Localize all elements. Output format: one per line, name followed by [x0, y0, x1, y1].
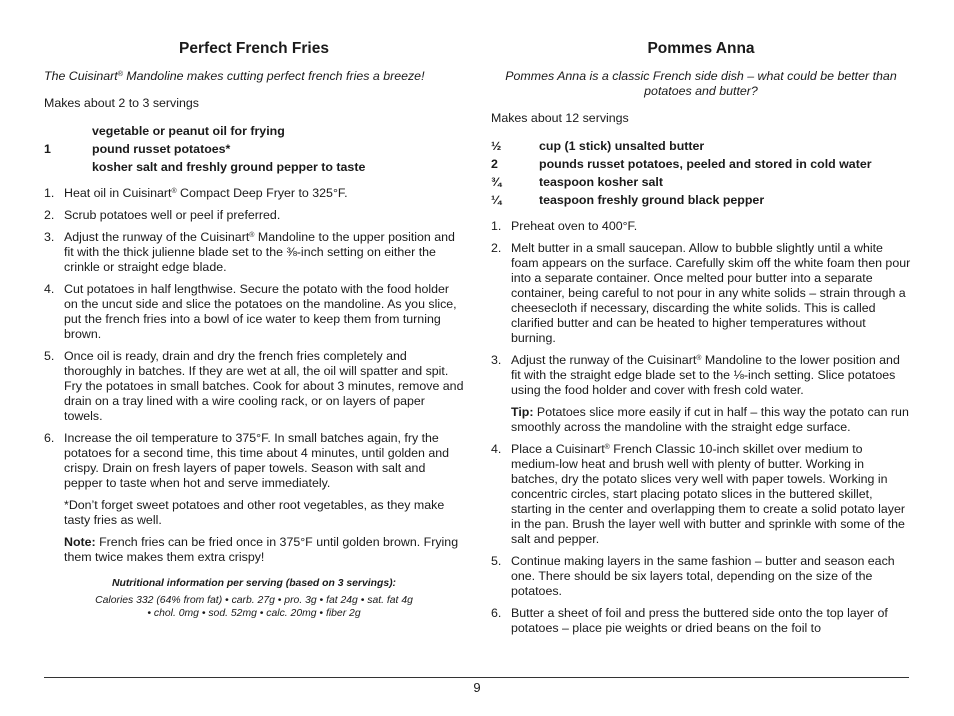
step-list — [491, 219, 911, 398]
ingredient-item: teaspoon kosher salt — [539, 175, 663, 189]
step: 2. Melt butter in a small saucepan. Allow to bubble slightly until a white foam appears on the surface. Carefully skim off the white foam then pour into a separate container. Once melted pour butter into a separate container, being careful to not pour in any white solids – strain through a cheesecloth if necessary, discarding the white solids. This is called clarified butter and can be heated to higher temperatures without burning. — [491, 241, 911, 345]
recipe-title: Perfect French Fries — [179, 40, 329, 57]
ingredient-qty — [44, 160, 92, 178]
ingredient-item: vegetable or peanut oil for frying — [92, 124, 285, 138]
step-list — [491, 442, 911, 636]
step: 5. Once oil is ready, drain and dry the french fries completely and thoroughly in batches. If they are wet at all, the oil will spatter and spit. Fry the potatoes in small batches. Cook for about 3 minutes, remove and drain on a tray lined with a wire cooling rack, or on layers of paper towels. — [44, 349, 464, 423]
step: 4. Place a Cuisinart® French Classic 10-inch skillet over medium to medium-low heat and brush well with plenty of butter. Working in batches, dry the potato slices very well with paper towels. Working in concentric circles, start placing potato slices in the buttered skillet, starting in the center and overlapping them to create a solid potato layer in the pan. Brush the layer well with butter and sprinkle with some of the salt and pepper. — [491, 442, 905, 546]
footer-rule — [44, 677, 909, 678]
ingredient-row — [491, 139, 872, 157]
ingredient-item: pounds russet potatoes, peeled and stored in cold water — [539, 157, 872, 171]
step: 4. Cut potatoes in half lengthwise. Secure the potato with the food holder on the uncut side and slice the potatoes on the mandoline. As you slice, put the french fries into a bowl of ice water to keep them from turning brown. — [44, 282, 457, 341]
ingredient-item: cup (1 stick) unsalted butter — [539, 139, 705, 153]
step: 6. Butter a sheet of foil and press the buttered side onto the top layer of potatoes – place pie weights or dried beans on the foil to — [491, 606, 888, 635]
footnote: *Don’t forget sweet potatoes and other root vegetables, as they make tasty fries as well. — [64, 498, 445, 527]
nutrition-line: • chol. 0mg • sod. 52mg • calc. 20mg • fiber 2g — [147, 608, 361, 619]
ingredient-list — [44, 124, 365, 178]
servings: Makes about 2 to 3 servings — [44, 96, 199, 110]
step: 1. Preheat oven to 400°F. — [491, 219, 638, 233]
recipe-title: Pommes Anna — [647, 40, 755, 57]
step: 6. Increase the oil temperature to 375°F. In small batches again, fry the potatoes for a second time, this time about 4 minutes, until golden and crispy. Drain on fresh layers of paper towels. Season with salt and pepper to taste when hot and serve immediately. — [44, 431, 450, 490]
ingredient-row — [491, 193, 872, 211]
recipe-perfect-french-fries — [44, 38, 464, 620]
ingredient-qty: ¾ — [491, 175, 502, 189]
ingredient-qty: 1 — [44, 142, 51, 156]
ingredient-row — [44, 142, 365, 160]
ingredient-qty: 2 — [491, 157, 498, 171]
step: 3. Adjust the runway of the Cuisinart® Mandoline to the lower position and fit with the straight edge blade set to the ⅛-inch setting. Slice potatoes using the food holder and cover with fresh cold water. — [491, 353, 900, 397]
ingredient-qty: ½ — [491, 139, 502, 153]
note: Note: French fries can be fried once in 375°F until golden brown. Frying them twice makes them extra crispy! — [64, 535, 459, 564]
step: 5. Continue making layers in the same fashion – butter and season each one. There should be six layers total, depending on the size of the potatoes. — [491, 554, 895, 598]
servings: Makes about 12 servings — [491, 111, 629, 125]
recipe-intro: Pommes Anna is a classic French side dish – what could be better than potatoes and butter? — [505, 69, 897, 98]
step: 2. Scrub potatoes well or peel if preferred. — [44, 208, 281, 222]
ingredient-row — [491, 175, 872, 193]
ingredient-qty — [44, 124, 92, 142]
nutrition-info — [44, 577, 464, 620]
recipe-pommes-anna — [491, 38, 911, 643]
nutrition-header: Nutritional information per serving (based on 3 servings): — [111, 578, 397, 589]
ingredient-item: kosher salt and freshly ground pepper to taste — [92, 160, 366, 174]
step: 3. Adjust the runway of the Cuisinart® Mandoline to the upper position and fit with the thick julienne blade set to the ⅜-inch setting on either the crinkle or straight edge blade. — [44, 230, 455, 274]
step: 1. Heat oil in Cuisinart® Compact Deep Fryer to 325°F. — [44, 186, 348, 200]
tip: Tip: Potatoes slice more easily if cut in half – this way the potato can run smoothly across the mandoline with the straight edge surface. — [511, 405, 909, 434]
ingredient-item: pound russet potatoes* — [92, 142, 231, 156]
nutrition-line: Calories 332 (64% from fat) • carb. 27g • pro. 3g • fat 24g • sat. fat 4g — [95, 595, 413, 606]
ingredient-row — [44, 160, 365, 178]
recipe-intro: The Cuisinart® Mandoline makes cutting perfect french fries a breeze! — [44, 69, 425, 83]
page-number: 9 — [473, 680, 481, 695]
ingredient-row — [44, 124, 365, 142]
ingredient-item: teaspoon freshly ground black pepper — [539, 193, 765, 207]
ingredient-row — [491, 157, 872, 175]
ingredient-qty: ¼ — [491, 193, 502, 207]
step-list — [44, 186, 464, 491]
ingredient-list — [491, 139, 872, 211]
